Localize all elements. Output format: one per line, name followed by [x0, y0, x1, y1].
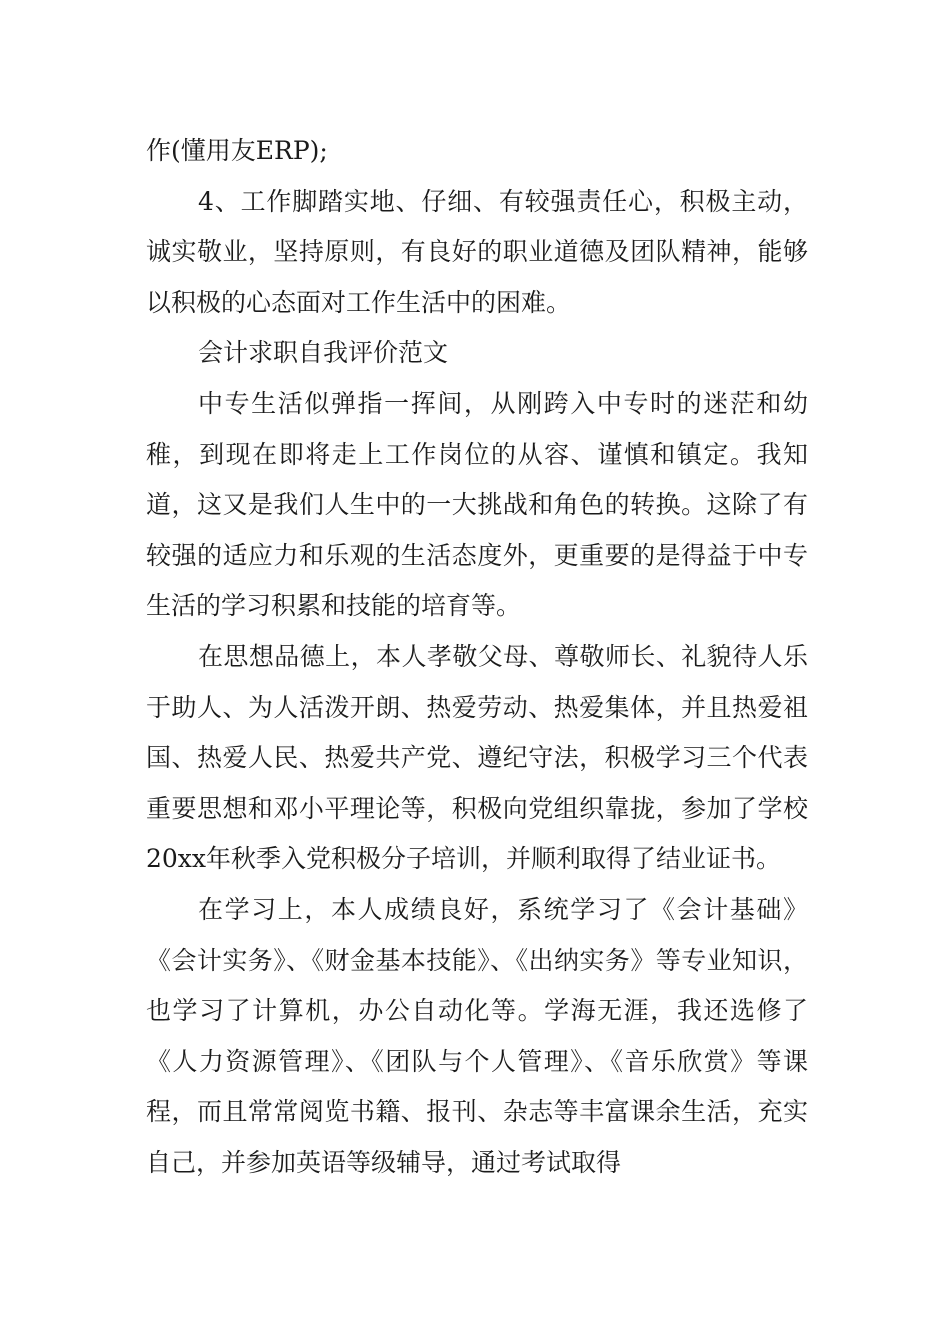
paragraph-study: 在学习上，本人成绩良好，系统学习了《会计基础》《会计实务》、《财金基本技能》、《出纳实务》等专业知识，也学习了计算机，办公自动化等。学海无涯，我还选修了《人力资源管理》、《团队与个人管理》、《音乐欣赏》等课程，而且常常阅览书籍、报刊、杂志等丰富课余生活，充实自己，并参加英语等级辅导，通过考试取得 — [146, 894, 808, 1177]
section-heading: 会计求职自我评价范文 — [198, 338, 449, 368]
paragraph-moral-character: 在思想品德上，本人孝敬父母、尊敬师长、礼貌待人乐于助人、为人活泼开朗、热爱劳动、热爱集体，并且热爱祖国、热爱人民、热爱共产党、遵纪守法，积极学习三个代表重要思想和邓小平理论等，积极向党组织靠拢，参加了学校20xx年秋季入党积极分子培训，并顺利取得了结业证书。 — [146, 641, 808, 874]
document-body — [146, 126, 808, 1188]
paragraph-continuation: 作(懂用友ERP); — [146, 136, 328, 165]
paragraph-intro: 中专生活似弹指一挥间，从刚跨入中专时的迷茫和幼稚，到现在即将走上工作岗位的从容、谨慎和镇定。我知道，这又是我们人生中的一大挑战和角色的转换。这除了有较强的适应力和乐观的生活态度外，更重要的是得益于中专生活的学习积累和技能的培育等。 — [146, 388, 808, 621]
paragraph-point-4: 4、工作脚踏实地、仔细、有较强责任心，积极主动，诚实敬业，坚持原则，有良好的职业道德及团队精神，能够以积极的心态面对工作生活中的困难。 — [146, 186, 808, 317]
